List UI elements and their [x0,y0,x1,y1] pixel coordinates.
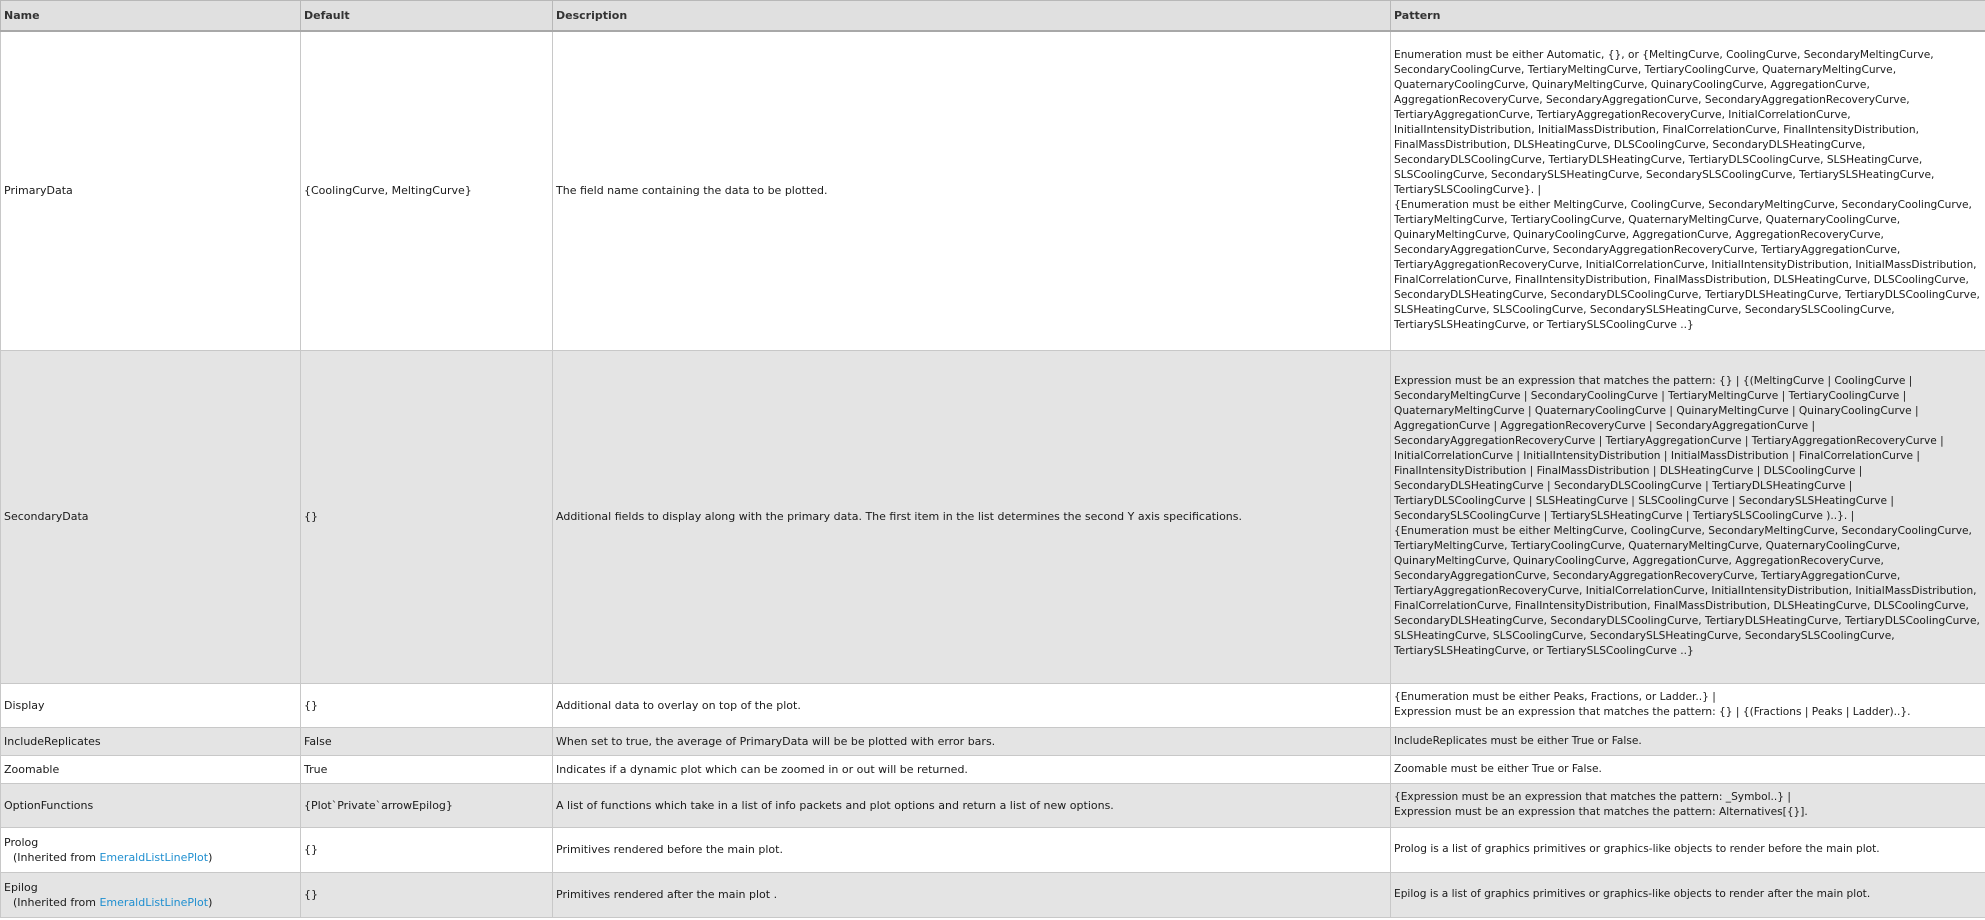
pattern-line: Expression must be an expression that matches the pattern: {} | {(MeltingCurve | CoolingCurve | SecondaryMeltingCurve | SecondaryCoolingCurve | TertiaryMeltingCurve | TertiaryCoolingCurve | QuaternaryMeltingCurve | QuaternaryCoolingCurve | QuinaryMeltingCurve | QuinaryCoolingCurve | AggregationCurve | AggregationRecoveryCurve | SecondaryAggregationCurve | SecondaryAggregationRecoveryCurve | TertiaryAggregationCurve | TertiaryAggregationRecoveryCurve | InitialCorrelationCurve | InitialIntensityDistribution | InitialMassDistribution | FinalCorrelationCurve | FinalIntensityDistribution | FinalMassDistribution | DLSHeatingCurve | DLSCoolingCurve | SecondaryDLSHeatingCurve | SecondaryDLSCoolingCurve | TertiaryDLSHeatingCurve | TertiaryDLSCoolingCurve | SLSHeatingCurve | SLSCoolingCurve | SecondarySLSHeatingCurve | SecondarySLSCoolingCurve | TertiarySLSHeatingCurve | TertiarySLSCoolingCurve )..}. | [1394,375,1944,522]
option-pattern: Zoomable must be either True or False. [1391,755,1985,783]
option-name: Zoomable [1,755,301,783]
inherited-suffix: ) [208,850,213,864]
option-name: PrimaryData [1,31,301,350]
option-name-cell [1,872,301,917]
inherited-prefix: (Inherited from [13,895,100,909]
table-row [1,31,1985,350]
option-pattern [1391,783,1985,827]
option-description: The field name containing the data to be plotted. [553,31,1391,350]
option-pattern: IncludeReplicates must be either True or False. [1391,727,1985,755]
option-name: Display [1,683,301,727]
option-default: {CoolingCurve, MeltingCurve} [301,31,553,350]
header-name: Name [1,1,301,32]
table-row [1,350,1985,683]
option-pattern [1391,683,1985,727]
option-name: Prolog [4,835,39,849]
option-description: A list of functions which take in a list of info packets and plot options and return a list of new options. [553,783,1391,827]
pattern-line: {Enumeration must be either Peaks, Fractions, or Ladder..} | [1394,691,1716,703]
inherited-suffix: ) [208,895,213,909]
option-default: {Plot`Private`arrowEpilog} [301,783,553,827]
option-name: IncludeReplicates [1,727,301,755]
pattern-line: Expression must be an expression that matches the pattern: {} | {(Fractions | Peaks | Ladder)..}. [1394,706,1911,718]
option-pattern: Epilog is a list of graphics primitives or graphics-like objects to render after the main plot. [1391,872,1985,917]
option-description: Indicates if a dynamic plot which can be zoomed in or out will be returned. [553,755,1391,783]
option-name-cell [1,827,301,872]
header-row [1,1,1985,32]
table-row [1,755,1985,783]
table-row [1,783,1985,827]
option-default: {} [301,683,553,727]
option-description: Primitives rendered before the main plot. [553,827,1391,872]
pattern-line: {Expression must be an expression that matches the pattern: _Symbol..} | [1394,791,1791,803]
table-row [1,872,1985,917]
option-pattern: Prolog is a list of graphics primitives or graphics-like objects to render before the main plot. [1391,827,1985,872]
option-default: {} [301,872,553,917]
option-default: {} [301,827,553,872]
option-description: When set to true, the average of PrimaryData will be be plotted with error bars. [553,727,1391,755]
pattern-line: {Enumeration must be either MeltingCurve, CoolingCurve, SecondaryMeltingCurve, SecondaryCoolingCurve, TertiaryMeltingCurve, TertiaryCoolingCurve, QuaternaryMeltingCurve, QuaternaryCoolingCurve, QuinaryMeltingCurve, QuinaryCoolingCurve, AggregationCurve, AggregationRecoveryCurve, SecondaryAggregationCurve, SecondaryAggregationRecoveryCurve, TertiaryAggregationCurve, TertiaryAggregationRecoveryCurve, InitialCorrelationCurve, InitialIntensityDistribution, InitialMassDistribution, FinalCorrelationCurve, FinalIntensityDistribution, FinalMassDistribution, DLSHeatingCurve, DLSCoolingCurve, SecondaryDLSHeatingCurve, SecondaryDLSCoolingCurve, TertiaryDLSHeatingCurve, TertiaryDLSCoolingCurve, SLSHeatingCurve, SLSCoolingCurve, SecondarySLSHeatingCurve, SecondarySLSCoolingCurve, TertiarySLSHeatingCurve, or TertiarySLSCoolingCurve ..} [1394,199,1980,332]
option-name: SecondaryData [1,350,301,683]
option-name: Epilog [4,880,38,894]
option-default: False [301,727,553,755]
pattern-line: {Enumeration must be either MeltingCurve, CoolingCurve, SecondaryMeltingCurve, SecondaryCoolingCurve, TertiaryMeltingCurve, TertiaryCoolingCurve, QuaternaryMeltingCurve, QuaternaryCoolingCurve, QuinaryMeltingCurve, QuinaryCoolingCurve, AggregationCurve, AggregationRecoveryCurve, SecondaryAggregationCurve, SecondaryAggregationRecoveryCurve, TertiaryAggregationCurve, TertiaryAggregationRecoveryCurve, InitialCorrelationCurve, InitialIntensityDistribution, InitialMassDistribution, FinalCorrelationCurve, FinalIntensityDistribution, FinalMassDistribution, DLSHeatingCurve, DLSCoolingCurve, SecondaryDLSHeatingCurve, SecondaryDLSCoolingCurve, TertiaryDLSHeatingCurve, TertiaryDLSCoolingCurve, SLSHeatingCurve, SLSCoolingCurve, SecondarySLSHeatingCurve, SecondarySLSCoolingCurve, TertiarySLSHeatingCurve, or TertiarySLSCoolingCurve ..} [1394,525,1980,657]
inherited-prefix: (Inherited from [13,850,100,864]
option-pattern [1391,31,1985,350]
emerald-list-line-plot-link[interactable]: EmeraldListLinePlot [99,895,209,909]
table-row [1,683,1985,727]
inherited-note [4,850,297,865]
pattern-line: Expression must be an expression that matches the pattern: Alternatives[{}]. [1394,806,1808,818]
header-pattern: Pattern [1391,1,1985,32]
option-default: {} [301,350,553,683]
inherited-note [4,895,297,910]
option-description: Additional fields to display along with the primary data. The first item in the list determines the second Y axis specifications. [553,350,1391,683]
table-row [1,827,1985,872]
header-description: Description [553,1,1391,32]
option-description: Additional data to overlay on top of the plot. [553,683,1391,727]
option-pattern [1391,350,1985,683]
option-default: True [301,755,553,783]
header-default: Default [301,1,553,32]
option-name: OptionFunctions [1,783,301,827]
option-description: Primitives rendered after the main plot . [553,872,1391,917]
pattern-line: Enumeration must be either Automatic, {}, or {MeltingCurve, CoolingCurve, SecondaryMeltingCurve, SecondaryCoolingCurve, TertiaryMeltingCurve, TertiaryCoolingCurve, QuaternaryMeltingCurve, QuaternaryCoolingCurve, QuinaryMeltingCurve, QuinaryCoolingCurve, AggregationCurve, AggregationRecoveryCurve, SecondaryAggregationCurve, SecondaryAggregationRecoveryCurve, TertiaryAggregationCurve, TertiaryAggregationRecoveryCurve, InitialCorrelationCurve, InitialIntensityDistribution, InitialMassDistribution, FinalCorrelationCurve, FinalIntensityDistribution, FinalMassDistribution, DLSHeatingCurve, DLSCoolingCurve, SecondaryDLSHeatingCurve, SecondaryDLSCoolingCurve, TertiaryDLSHeatingCurve, TertiaryDLSCoolingCurve, SLSHeatingCurve, SLSCoolingCurve, SecondarySLSHeatingCurve, SecondarySLSCoolingCurve, TertiarySLSHeatingCurve, TertiarySLSCoolingCurve}. | [1394,49,1935,197]
table-row [1,727,1985,755]
emerald-list-line-plot-link[interactable]: EmeraldListLinePlot [99,850,209,864]
